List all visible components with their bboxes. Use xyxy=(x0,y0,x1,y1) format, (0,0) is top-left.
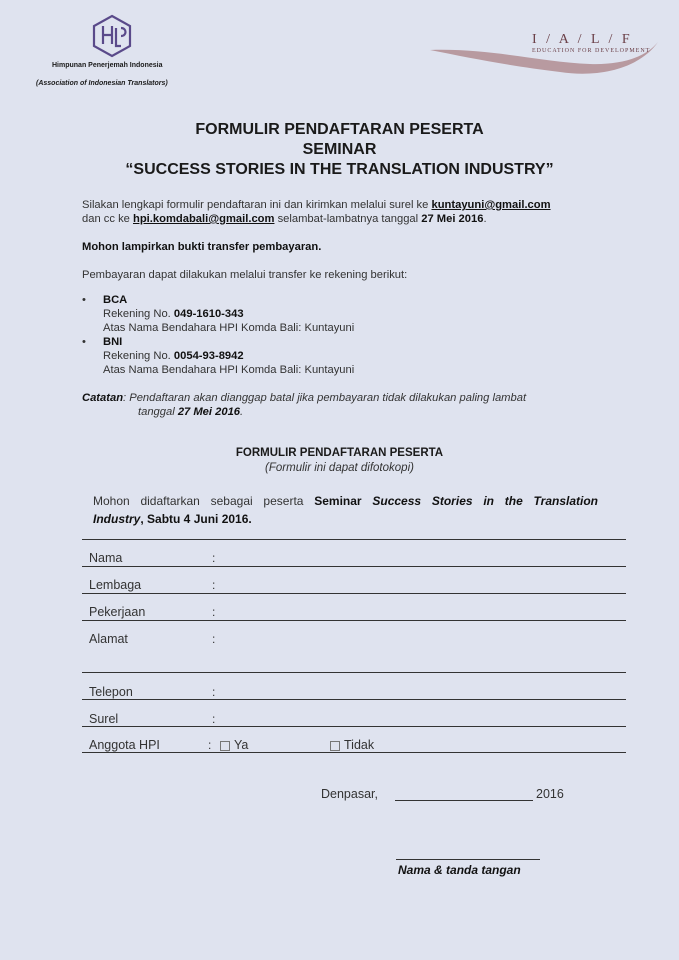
account-label: Rekening No. xyxy=(103,350,174,362)
form-lead-title: Success Stories in the Translation xyxy=(372,494,598,508)
org-name: Himpunan Penerjemah Indonesia xyxy=(52,62,163,69)
label-telepon: Telepon xyxy=(89,685,133,699)
title-line-2: SEMINAR xyxy=(302,141,377,158)
account-number: 049-1610-343 xyxy=(173,308,244,320)
form-lead-line-1 xyxy=(93,493,598,509)
pekerjaan-field[interactable] xyxy=(82,620,626,621)
note-colon: : xyxy=(123,392,127,404)
colon: : xyxy=(212,578,216,592)
bank-bullet: • xyxy=(82,294,86,306)
intro-paragraph xyxy=(82,198,642,226)
bank-name: BNI xyxy=(103,336,123,348)
title-line-1: FORMULIR PENDAFTARAN PESERTA xyxy=(195,121,484,138)
payment-intro: Pembayaran dapat dilakukan melalui transfer ke rekening berikut: xyxy=(82,269,408,281)
label-pekerjaan: Pekerjaan xyxy=(89,605,146,619)
deadline-date: 27 Mei 2016 xyxy=(421,213,484,225)
checkbox-icon[interactable] xyxy=(330,741,340,751)
form-lead-title-2: Industry xyxy=(93,512,141,526)
form-top-rule xyxy=(82,539,626,540)
nama-field[interactable] xyxy=(82,566,626,567)
alamat-field[interactable] xyxy=(82,672,626,673)
option-tidak-label: Tidak xyxy=(344,738,375,752)
colon: : xyxy=(208,738,212,752)
email-link-1[interactable]: kuntayuni@gmail.com xyxy=(431,199,551,211)
ialf-logo-text: I / A / L / F xyxy=(532,32,633,47)
note-text-1: Pendaftaran akan dianggap batal jika pembayaran tidak dilakukan paling lambat xyxy=(126,392,527,404)
form-lead-text: Mohon didaftarkan sebagai peserta xyxy=(93,494,315,508)
note-line-2 xyxy=(138,405,243,419)
label-anggota-hpi: Anggota HPI xyxy=(89,738,160,752)
form-subheading: (Formulir ini dapat difotokopi) xyxy=(265,462,414,474)
option-tidak[interactable] xyxy=(330,738,374,752)
signature-field[interactable] xyxy=(396,859,540,860)
account-holder: Atas Nama Bendahara HPI Komda Bali: Kuntayuni xyxy=(103,322,355,334)
intro-text-2: dan cc ke xyxy=(82,213,133,225)
bank-bullet: • xyxy=(82,336,86,348)
signature-caption: Nama & tanda tangan xyxy=(398,863,521,877)
label-surel: Surel xyxy=(89,712,119,726)
colon: : xyxy=(212,685,216,699)
signature-year: 2016 xyxy=(536,787,564,801)
note-date: 27 Mei 2016 xyxy=(177,406,241,418)
surel-field[interactable] xyxy=(82,726,626,727)
option-ya-label: Ya xyxy=(234,738,249,752)
anggota-rule xyxy=(82,752,626,753)
bank-item-bni xyxy=(103,335,354,377)
intro-text-3: selambat-lambatnya tanggal xyxy=(274,213,422,225)
signature-place: Denpasar, xyxy=(321,787,378,801)
lembaga-field[interactable] xyxy=(82,593,626,594)
intro-period: . xyxy=(483,213,487,225)
label-nama: Nama xyxy=(89,551,123,565)
form-lead-date: , Sabtu 4 Juni 2016. xyxy=(140,512,252,526)
bank-name: BCA xyxy=(103,294,128,306)
title-line-3: “SUCCESS STORIES IN THE TRANSLATION INDUSTRY” xyxy=(125,161,554,178)
colon: : xyxy=(212,712,216,726)
intro-text-1: Silakan lengkapi formulir pendaftaran ini dan kirimkan melalui surel ke xyxy=(82,199,432,211)
date-field[interactable] xyxy=(395,800,533,801)
colon: : xyxy=(212,632,216,646)
notice-text: Mohon lampirkan bukti transfer pembayaran. xyxy=(82,241,322,253)
email-link-2[interactable]: hpi.komdabali@gmail.com xyxy=(133,213,275,225)
label-lembaga: Lembaga xyxy=(89,578,142,592)
bank-item-bca xyxy=(103,293,354,335)
colon: : xyxy=(212,551,216,565)
note-period: . xyxy=(240,406,244,418)
hpi-logo xyxy=(90,14,134,58)
label-alamat: Alamat xyxy=(89,632,128,646)
note-label: Catatan xyxy=(82,392,124,404)
form-heading: FORMULIR PENDAFTARAN PESERTA xyxy=(235,447,444,459)
colon: : xyxy=(212,605,216,619)
org-name-en: (Association of Indonesian Translators) xyxy=(36,80,168,87)
checkbox-icon[interactable] xyxy=(220,741,230,751)
form-lead-line-2 xyxy=(93,511,252,527)
option-ya[interactable] xyxy=(220,738,248,752)
account-holder: Atas Nama Bendahara HPI Komda Bali: Kuntayuni xyxy=(103,364,355,376)
account-number: 0054-93-8942 xyxy=(173,350,244,362)
telepon-field[interactable] xyxy=(82,699,626,700)
ialf-logo-subtitle: EDUCATION FOR DEVELOPMENT xyxy=(532,48,651,54)
note-paragraph xyxy=(82,391,642,405)
form-lead-seminar: Seminar xyxy=(314,494,373,508)
note-text-2: tanggal xyxy=(138,406,178,418)
account-label: Rekening No. xyxy=(103,308,174,320)
